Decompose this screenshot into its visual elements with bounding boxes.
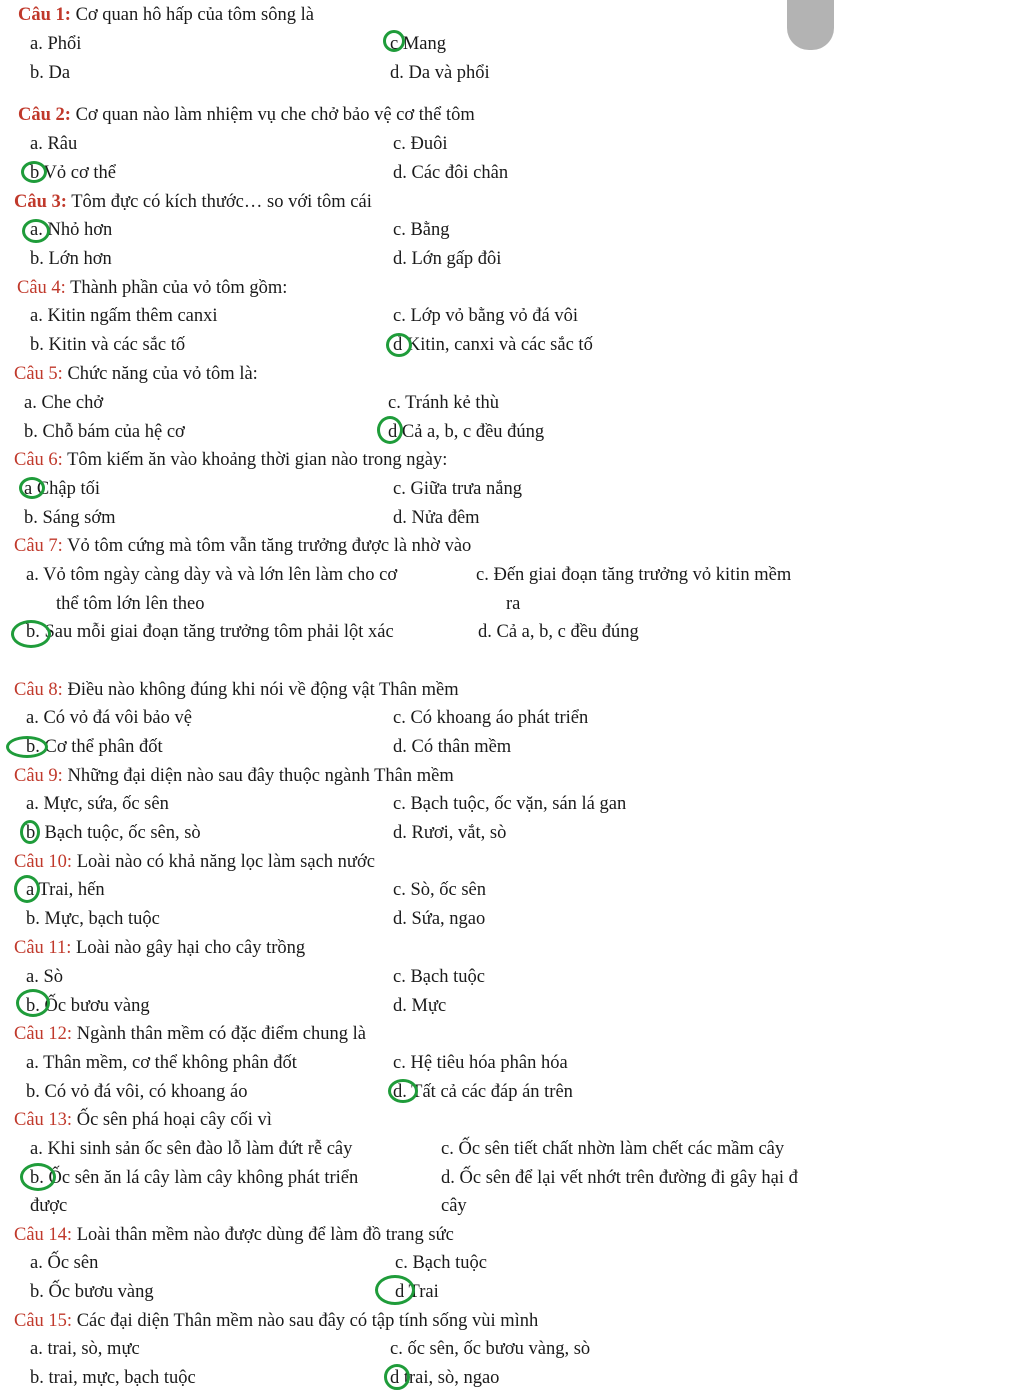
question-13 [14, 1108, 272, 1132]
question-text: Loài thân mềm nào được dùng để làm đồ trang sức [72, 1225, 454, 1245]
question-text: Ngành thân mềm có đặc điểm chung là [72, 1024, 366, 1044]
question-text: Tôm kiếm ăn vào khoảng thời gian nào trong ngày: [62, 450, 448, 470]
question-label: Câu 10: [14, 852, 73, 872]
option[interactable]: c. Ốc sên tiết chất nhờn làm chết các mầm cây [441, 1139, 785, 1159]
question-label: Câu 9: [14, 766, 63, 786]
question-text: Loài nào gây hại cho cây trồng [71, 938, 306, 958]
question-label: Câu 14: [14, 1225, 73, 1245]
question-4 [17, 276, 287, 300]
option[interactable]: d. Mực [393, 996, 447, 1016]
option[interactable]: a. Vỏ tôm ngày càng dày và và lớn lên làm cho cơ [26, 565, 398, 585]
option[interactable]: a. Ốc sên [30, 1253, 99, 1273]
option[interactable]: d. Lớn gấp đôi [393, 249, 502, 269]
option[interactable]: b. Mực, bạch tuộc [26, 909, 160, 929]
option[interactable]: d Kitin, canxi và các sắc tố [393, 335, 593, 355]
option[interactable]: c. Bạch tuộc, ốc vặn, sán lá gan [393, 794, 627, 814]
question-label: Câu 5: [14, 364, 63, 384]
option[interactable]: c. Giữa trưa nắng [393, 479, 522, 499]
option[interactable]: b. Da [30, 63, 71, 83]
answer-mark [6, 736, 48, 758]
answer-mark [16, 989, 50, 1017]
answer-mark [21, 161, 47, 183]
question-text: Các đại diện Thân mềm nào sau đây có tập tính sống vùi mình [72, 1311, 539, 1331]
answer-mark [388, 1079, 418, 1103]
option[interactable]: được [30, 1196, 68, 1216]
option[interactable]: d. Da và phổi [390, 63, 490, 83]
question-label: Câu 6: [14, 450, 63, 470]
option[interactable]: a. Mực, sứa, ốc sên [26, 794, 169, 814]
option[interactable]: c. Đến giai đoạn tăng trưởng vỏ kitin mềm [476, 565, 792, 585]
question-text: Cơ quan hô hấp của tôm sông là [70, 5, 314, 25]
option[interactable]: b. Sáng sớm [24, 508, 116, 528]
option[interactable]: d Cả a, b, c đều đúng [388, 422, 545, 442]
question-label: Câu 11: [14, 938, 72, 958]
option[interactable]: c. Có khoang áo phát triển [393, 708, 589, 728]
question-text: Tôm đực có kích thước… so với tôm cái [66, 192, 372, 212]
option[interactable]: a Chập tối [24, 479, 101, 499]
answer-mark [384, 1364, 410, 1390]
option[interactable]: d. Tất cả các đáp án trên [393, 1082, 573, 1102]
option[interactable]: d. Sứa, ngao [393, 909, 486, 929]
question-label: Câu 4: [17, 278, 66, 298]
question-8 [14, 678, 459, 702]
question-5 [14, 362, 258, 386]
option[interactable]: b. Chỗ bám của hệ cơ [24, 422, 185, 442]
question-14 [14, 1223, 454, 1247]
option[interactable]: a. Thân mềm, cơ thể không phân đốt [26, 1053, 297, 1073]
option[interactable]: cây [441, 1196, 467, 1216]
option[interactable]: c. Tránh kẻ thù [388, 393, 499, 413]
option[interactable]: c. ốc sên, ốc bươu vàng, sò [390, 1339, 591, 1359]
question-text: Điều nào không đúng khi nói về động vật Thân mềm [62, 680, 459, 700]
option[interactable]: c. Đuôi [393, 134, 448, 154]
option[interactable]: c. Hệ tiêu hóa phân hóa [393, 1053, 568, 1073]
question-2 [18, 103, 475, 127]
answer-mark [20, 820, 40, 844]
question-text: Loài nào có khả năng lọc làm sạch nước [72, 852, 375, 872]
option[interactable]: d trai, sò, ngao [390, 1368, 500, 1388]
option[interactable]: b. Ốc sên ăn lá cây làm cây không phát triển [30, 1168, 359, 1188]
answer-mark [383, 30, 405, 52]
option[interactable]: d. Nửa đêm [393, 508, 480, 528]
option[interactable]: b. Lớn hơn [30, 249, 112, 269]
option[interactable]: b. Bạch tuộc, ốc sên, sò [26, 823, 201, 843]
option[interactable]: a. trai, sò, mực [30, 1339, 140, 1359]
question-label: Câu 12: [14, 1024, 73, 1044]
option[interactable]: b. Có vỏ đá vôi, có khoang áo [26, 1082, 248, 1102]
question-label: Câu 15: [14, 1311, 73, 1331]
question-label: Câu 3: [14, 192, 67, 212]
option[interactable]: c. Lớp vỏ bằng vỏ đá vôi [393, 306, 578, 326]
option[interactable]: a. Khi sinh sản ốc sên đào lỗ làm đứt rễ cây [30, 1139, 353, 1159]
option[interactable]: d. Có thân mềm [393, 737, 512, 757]
option[interactable]: b. Sau mỗi giai đoạn tăng trưởng tôm phải lột xác [26, 622, 394, 642]
question-text: Những đại diện nào sau đây thuộc ngành Thân mềm [62, 766, 454, 786]
option[interactable]: thể tôm lớn lên theo [56, 594, 205, 614]
option[interactable]: d. Ốc sên để lại vết nhớt trên đường đi gây hại đ [441, 1168, 798, 1188]
question-6 [14, 448, 447, 472]
question-12 [14, 1022, 366, 1046]
option[interactable]: a. Phổi [30, 34, 82, 54]
question-11 [14, 936, 305, 960]
answer-mark [386, 333, 412, 357]
option[interactable]: a. Râu [30, 134, 78, 154]
answer-mark [20, 1163, 56, 1191]
answer-mark [377, 416, 403, 444]
option[interactable]: a. Sò [26, 967, 63, 987]
question-text: Chức năng của vỏ tôm là: [62, 364, 258, 384]
question-text: Thành phần của vỏ tôm gồm: [65, 278, 288, 298]
question-label: Câu 13: [14, 1110, 73, 1130]
option[interactable]: c. Sò, ốc sên [393, 880, 486, 900]
option[interactable]: b Vỏ cơ thể [30, 163, 116, 183]
option[interactable]: c. Bạch tuộc [393, 967, 485, 987]
option[interactable]: a. Che chở [24, 393, 104, 413]
question-label: Câu 1: [18, 5, 71, 25]
option[interactable]: a. Có vỏ đá vôi bảo vệ [26, 708, 192, 728]
question-label: Câu 7: [14, 536, 63, 556]
option[interactable]: a. Kitin ngấm thêm canxi [30, 306, 218, 326]
question-text: Cơ quan nào làm nhiệm vụ che chở bảo vệ cơ thể tôm [70, 105, 475, 125]
question-9 [14, 764, 454, 788]
option[interactable]: b. Ốc bươu vàng [26, 996, 150, 1016]
option[interactable]: c Mang [390, 34, 446, 54]
question-1 [18, 3, 314, 27]
option[interactable]: a Trai, hến [26, 880, 105, 900]
question-7 [14, 534, 471, 558]
option[interactable]: b. trai, mực, bạch tuộc [30, 1368, 196, 1388]
question-15 [14, 1309, 538, 1333]
answer-mark [375, 1275, 415, 1305]
question-3 [14, 190, 372, 214]
question-text: Ốc sên phá hoại cây cối vì [72, 1110, 272, 1130]
option[interactable]: d Trai [395, 1282, 439, 1302]
answer-mark [19, 477, 45, 499]
question-label: Câu 8: [14, 680, 63, 700]
option[interactable]: b. Cơ thể phân đốt [26, 737, 163, 757]
option[interactable]: ra [506, 594, 521, 614]
question-10 [14, 850, 375, 874]
answer-mark [11, 620, 51, 648]
scroll-thumb[interactable] [787, 0, 834, 50]
option[interactable]: d. Rươi, vắt, sò [393, 823, 507, 843]
question-text: Vỏ tôm cứng mà tôm vẫn tăng trưởng được là nhờ vào [62, 536, 472, 556]
option[interactable]: c. Bằng [393, 220, 450, 240]
option[interactable]: d. Các đôi chân [393, 163, 509, 183]
answer-mark [14, 875, 40, 903]
option[interactable]: b. Kitin và các sắc tố [30, 335, 186, 355]
option[interactable]: c. Bạch tuộc [395, 1253, 487, 1273]
question-label: Câu 2: [18, 105, 71, 125]
option[interactable]: a. Nhỏ hơn [30, 220, 113, 240]
option[interactable]: d. Cả a, b, c đều đúng [478, 622, 639, 642]
answer-mark [22, 219, 50, 243]
option[interactable]: b. Ốc bươu vàng [30, 1282, 154, 1302]
